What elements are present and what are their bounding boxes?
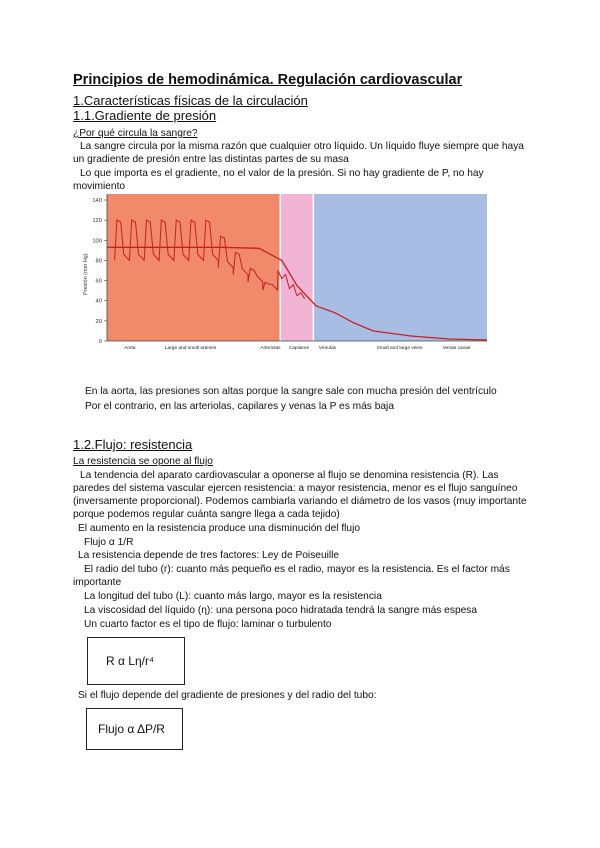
y-tick-label: 0 bbox=[98, 339, 102, 345]
after-chart-line-1: En la aorta, las presiones son altas porque la sangre sale con mucha presión del ventrículo bbox=[85, 386, 497, 397]
y-tick-label: 40 bbox=[95, 298, 102, 305]
paragraph-3-line-3: (inversamente proporcional). Podemos cambiarla variando el diámetro de los vasos (muy importante bbox=[73, 496, 527, 507]
paragraph-4: El aumento en la resistencia produce una disminución del flujo bbox=[78, 523, 361, 534]
paragraph-10: Un cuarto factor es el tipo de flujo: laminar o turbulento bbox=[84, 619, 332, 630]
section-1-1-question: ¿Por qué circula la sangre? bbox=[73, 128, 198, 139]
y-tick-label: 100 bbox=[92, 238, 102, 245]
paragraph-6: La resistencia depende de tres factores: Ley de Poiseuille bbox=[78, 550, 340, 561]
paragraph-7-line-2: importante bbox=[73, 577, 122, 588]
paragraph-2-line-2: movimiento bbox=[73, 181, 126, 192]
y-tick-label: 60 bbox=[95, 278, 102, 285]
paragraph-9: La viscosidad del líquido (η): una persona poco hidratada tendrá la sangre más espesa bbox=[84, 605, 478, 616]
section-1-heading: 1.Características físicas de la circulación bbox=[73, 93, 308, 108]
formula-resistance: R α Lη/r⁴ bbox=[106, 654, 155, 668]
x-category-label: Small and large veins bbox=[376, 346, 423, 351]
pressure-chart bbox=[77, 190, 497, 372]
region-1 bbox=[107, 194, 280, 341]
doc-title: Principios de hemodinámica. Regulación cardiovascular bbox=[73, 72, 463, 88]
paragraph-1-line-1: La sangre circula por la misma razón que cualquier otro líquido. Un líquido fluye siempre que haya bbox=[80, 141, 524, 152]
section-1-1-heading: 1.1.Gradiente de presión bbox=[73, 108, 217, 123]
section-1-2-heading: 1.2.Flujo: resistencia bbox=[73, 437, 193, 452]
paragraph-8: La longitud del tubo (L): cuanto más largo, mayor es la resistencia bbox=[84, 591, 382, 602]
paragraph-3-line-1: La tendencia del aparato cardiovascular a oponerse al flujo se denomina resistencia (R). Las bbox=[80, 470, 499, 481]
formula-flow: Flujo α ΔP/R bbox=[98, 722, 165, 736]
x-category-label: Aorta bbox=[124, 346, 136, 351]
y-tick-label: 120 bbox=[92, 218, 102, 225]
after-chart-line-2: Por el contrario, en las arteriolas, capilares y venas la P es más baja bbox=[85, 401, 394, 412]
formula-box-resistance bbox=[87, 637, 185, 685]
paragraph-2-line-1: Lo que importa es el gradiente, no el valor de la presión. Si no hay gradiente de P, no hay bbox=[80, 168, 484, 179]
y-tick-label: 80 bbox=[95, 258, 102, 265]
x-category-label: Arteriolas bbox=[260, 346, 281, 351]
y-tick-label: 140 bbox=[92, 198, 102, 204]
paragraph-3-line-2: paredes del sistema vascular ejercen resistencia: a mayor resistencia, menor es el flujo sanguíneo bbox=[73, 483, 518, 494]
x-category-label: Capilares bbox=[288, 346, 310, 351]
y-axis-label: Presión (mm Hg) bbox=[83, 253, 89, 295]
paragraph-1-line-2: un gradiente de presión entre las distintas partes de su masa bbox=[73, 154, 349, 165]
x-category-label: Vénulas bbox=[318, 346, 337, 351]
paragraph-11: Si el flujo depende del gradiente de presiones y del radio del tubo: bbox=[78, 690, 377, 701]
region-3 bbox=[314, 194, 487, 341]
x-category-label: Venae cavae bbox=[442, 346, 471, 351]
x-category-label: Large and small arteries bbox=[164, 346, 217, 351]
section-1-2-subheading: La resistencia se opone al flujo bbox=[73, 456, 213, 467]
y-tick-label: 20 bbox=[95, 318, 102, 325]
paragraph-5: Flujo α 1/R bbox=[84, 537, 134, 548]
formula-box-flow bbox=[86, 708, 183, 750]
paragraph-3-line-4: porque podemos regular cuánta sangre llega a cada tejido) bbox=[73, 509, 340, 520]
paragraph-7-line-1: El radio del tubo (r): cuanto más pequeño es el radio, mayor es la resistencia. Es el factor más bbox=[84, 564, 510, 575]
